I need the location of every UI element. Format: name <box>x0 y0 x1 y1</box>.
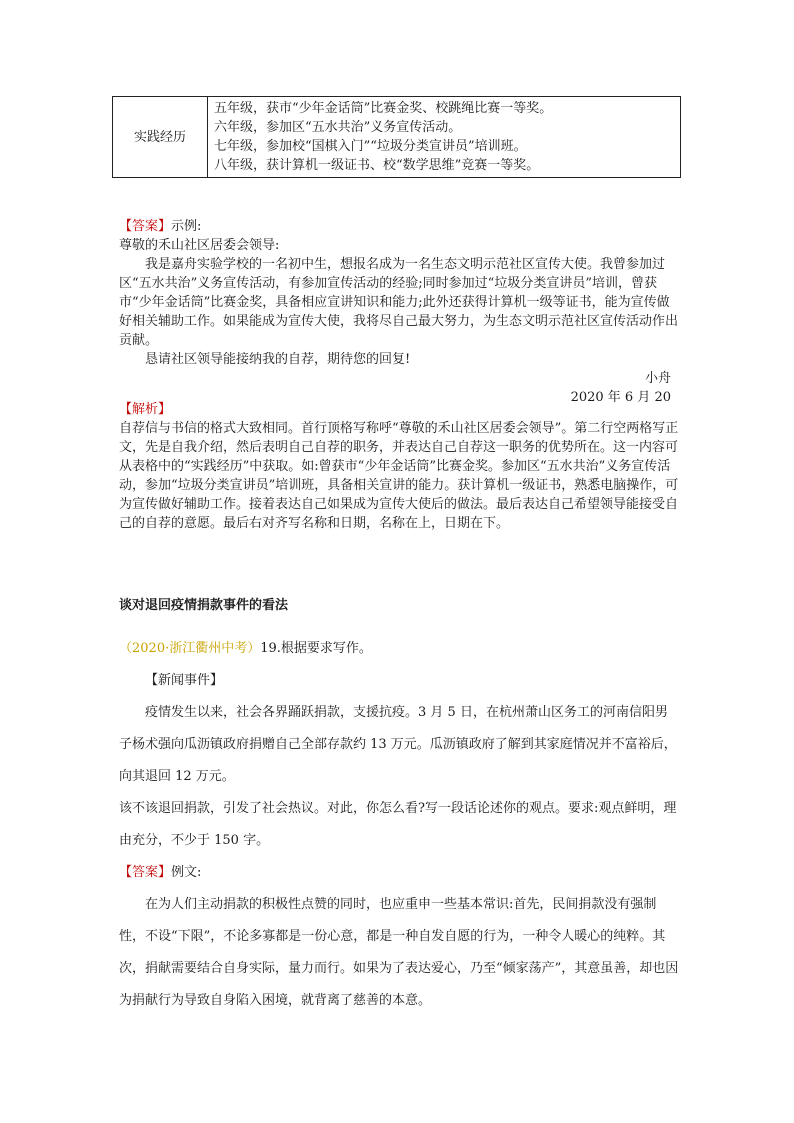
essay-body: 在为人们主动捐款的积极性点赞的同时，也应重申一些基本常识:首先，民间捐款没有强制性，不设“下限”，不论多寡都是一份心意，都是一种自发自愿的行为，一种令人暖心的纯粹。其次，捐献需要结合自身实际，量力而行。如果为了表达爱心，乃至“倾家荡产”，其意虽善，却也因为捐献行为导致自身陷入困境，就背离了慈善的本意。 <box>119 897 679 1008</box>
table-line: 五年级，获市“少年金话筒”比赛金奖、校跳绳比赛一等奖。 <box>214 101 553 116</box>
section-title: 谈对退回疫情捐款事件的看法 <box>119 598 289 613</box>
question-source: （2020·浙江衢州中考） <box>119 641 261 656</box>
letter-salutation: 尊敬的禾山社区居委会领导: <box>119 238 280 253</box>
news-body: 疫情发生以来，社会各界踊跃捐款，支援抗疫。3 月 5 日，在杭州萧山区务工的河南信阳男子杨术强向瓜沥镇政府捐赠自己全部存款约 13 万元。瓜沥镇政府了解到其家庭情况并不富裕后，向其退回 12 万元。 <box>119 705 677 784</box>
analysis-body: 自荐信与书信的格式大致相同。首行顶格写称呼“尊敬的禾山社区居委会领导”。第二行空两格写正文，先是自我介绍，然后表明自己自荐的职务，并表达自己自荐这一职务的优势所在。这一内容可从表格中的“实践经历”中获取。如:曾获市“少年金话筒”比赛金奖。参加区“五水共治”义务宣传活动，参加“垃圾分类宣讲员”培训班，具备相关宣讲的能力。获计算机一级证书，熟悉电脑操作，可为宣传做好辅助工作。接着表达自己如果成为宣传大使后的做法。最后表达自己希望领导能接受自己的自荐的意愿。最后右对齐写名称和日期，名称在上，日期在下。 <box>119 421 679 531</box>
question-section <box>119 633 679 1017</box>
analysis-section <box>119 400 679 533</box>
question-prompt: 19.根据要求写作。 <box>260 641 372 656</box>
letter-signature: 小舟 <box>644 371 671 386</box>
letter-body: 我是嘉舟实验学校的一名初中生，想报名成为一名生态文明示范社区宣传大使。我曾参加过区“五水共治”义务宣传活动，有参加宣传活动的经验;同时参加过“垃圾分类宣讲员”培训，曾获市“少年金话筒”比赛金奖，具备相应宣讲知识和能力;此外还获得计算机一级等证书，能为宣传做好相关辅助工作。如果能成为宣传大使，我将尽自己最大努力，为生态文明示范社区宣传活动作出贡献。 <box>119 257 679 348</box>
answer-label: 【答案】 <box>119 219 172 234</box>
letter-closing: 恳请社区领导能接纳我的自荐，期待您的回复! <box>145 352 411 367</box>
answer-label-suffix: 示例: <box>171 219 202 234</box>
question-task: 该不该退回捐款，引发了社会热议。对此，你怎么看?写一段话论述你的观点。要求:观点鲜明，理由充分，不少于 150 字。 <box>119 801 677 848</box>
answer-one <box>119 217 679 407</box>
table-line: 七年级，参加校“国棋入门”“垃圾分类宣讲员”培训班。 <box>214 139 527 154</box>
answer-label-suffix: 例文: <box>171 865 202 880</box>
table-header-cell: 实践经历 <box>113 97 208 178</box>
table-line: 八年级，获计算机一级证书、校“数学思维”竞赛一等奖。 <box>214 158 540 173</box>
news-label: 【新闻事件】 <box>145 673 224 688</box>
answer-label: 【答案】 <box>119 865 172 880</box>
table-line: 六年级，参加区“五水共治”义务宣传活动。 <box>214 120 462 135</box>
analysis-label: 【解析】 <box>119 402 172 417</box>
letter-date: 2020 年 6 月 20 <box>570 390 671 405</box>
table-row <box>113 97 681 178</box>
table-content-cell <box>208 97 681 178</box>
experience-table <box>112 96 681 178</box>
